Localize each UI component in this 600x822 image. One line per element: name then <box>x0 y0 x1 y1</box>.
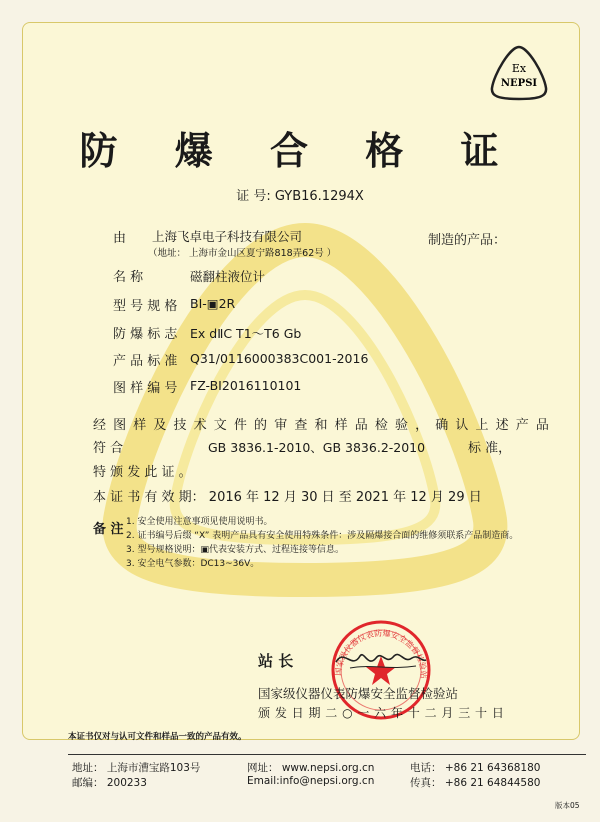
seal-text: 国家级仪器仪表防爆安全监督检验站 <box>333 628 429 679</box>
field-drawing-value: FZ-BI2016110101 <box>190 378 302 393</box>
validity-period: 本 证 书 有 效 期： 2016 年 12 月 30 日 至 2021 年 12 月 29 日 <box>93 490 482 505</box>
statement-conform-label: 符 合 <box>93 441 124 456</box>
station-head-label: 站 长 <box>258 652 294 670</box>
field-name-label: 名 称 <box>113 270 144 285</box>
statement-standard-suffix: 标 准， <box>468 441 512 456</box>
version-label: 版本05 <box>555 801 580 810</box>
note-item: 1. 安全使用注意事项见使用说明书。 <box>126 517 273 527</box>
station-name: 国家级仪器仪表防爆安全监督检验站 <box>258 686 459 701</box>
field-exmark-label: 防 爆 标 志 <box>113 327 178 342</box>
footer-divider <box>68 754 586 755</box>
field-model-value: BI-▣2R <box>190 296 236 311</box>
certificate-title: 防 爆 合 格 证 <box>79 128 521 173</box>
disclaimer: 本证书仅对与认可文件和样品一致的产品有效。 <box>68 732 247 742</box>
field-standard-label: 产 品 标 准 <box>113 354 178 369</box>
note-item: 2. 证书编号后缀 “X” 表明产品具有安全使用特殊条件：涉及隔爆接合面的维修须联系产品制造商。 <box>126 531 519 541</box>
logo-ex-text: Ex <box>511 62 527 75</box>
footer-fax: 传真： +86 21 64844580 <box>410 777 541 789</box>
notes-list <box>126 515 518 571</box>
issue-date: 颁 发 日 期 二 ○ 一 六 年 十 二 月 三 十 日 <box>258 706 505 720</box>
footer-postcode: 邮编： 200233 <box>72 777 147 789</box>
applicant-label: 由 <box>113 231 127 246</box>
statement-standard: GB 3836.1-2010、GB 3836.2-2010 <box>208 440 426 455</box>
field-model-label: 型 号 规 格 <box>113 299 178 314</box>
manufactured-product-label: 制造的产品： <box>428 233 507 248</box>
field-drawing-label: 图 样 编 号 <box>113 381 178 396</box>
statement-line-1: 经 图 样 及 技 术 文 件 的 审 查 和 样 品 检 验 ， 确 认 上 述 产 品 <box>93 418 551 433</box>
footer-email: Email:info@nepsi.org.cn <box>247 775 375 787</box>
footer-website: 网址： www.nepsi.org.cn <box>247 762 375 774</box>
applicant-address: （地址： 上海市金山区夏宁路818弄62号 ） <box>148 248 337 259</box>
note-item: 3. 型号规格说明：▣代表安装方式、过程连接等信息。 <box>126 545 344 555</box>
footer-phone: 电话： +86 21 64368180 <box>410 762 541 774</box>
note-item: 3. 安全电气参数：DC13~36V。 <box>126 559 260 569</box>
footer-address: 地址： 上海市漕宝路103号 <box>72 762 201 774</box>
certificate-number: 证 号: GYB16.1294X <box>236 189 364 204</box>
statement-line-3: 特 颁 发 此 证 。 <box>93 465 192 480</box>
field-name-value: 磁翻柱液位计 <box>190 269 266 284</box>
logo-nepsi-text: NEPSI <box>500 78 538 89</box>
nepsi-logo <box>488 44 550 102</box>
notes-label: 备 注 <box>93 522 124 537</box>
applicant-company: 上海飞卓电子科技有限公司 <box>152 229 303 244</box>
field-standard-value: Q31/0116000383C001-2016 <box>190 351 369 366</box>
signature <box>330 640 430 680</box>
field-exmark-value: Ex dⅡC T1～T6 Gb <box>190 326 302 341</box>
